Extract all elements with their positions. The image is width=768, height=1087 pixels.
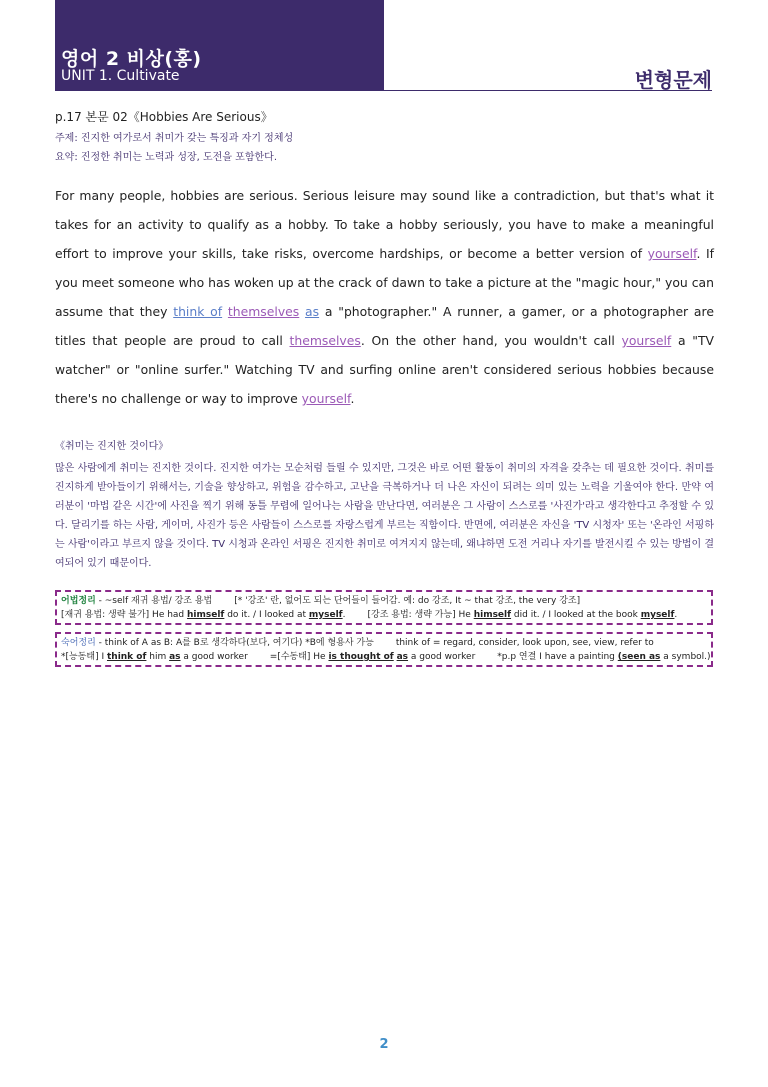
highlight-themselves: themselves (289, 333, 361, 348)
idiom-text: a good worker (180, 652, 248, 662)
grammar-text: [재귀 용법: 생략 불가] He had (61, 610, 188, 620)
summary-line: 요약: 진정한 취미는 노력과 성장, 도전을 포함한다. (55, 152, 277, 163)
grammar-keyword: himself (187, 610, 225, 620)
idiom-text: *p.p 연결 I have a painting (497, 652, 618, 662)
highlight-yourself: yourself (301, 391, 351, 406)
translation-title: 《취미는 진지한 것이다》 (55, 441, 169, 452)
highlight-yourself: yourself (647, 246, 697, 261)
idiom-text: - think of A as B: A를 B로 생각하다(보다, 여기다) *B에 형용사 가능 (95, 638, 374, 648)
english-passage (55, 181, 714, 413)
idiom-text: *[능동태] I (61, 652, 107, 662)
page-title: 영어 2 비상(홍) (61, 48, 202, 70)
passage-text: For many people, hobbies are serious. Serious leisure may sound like a contradiction, but that's what it takes for an activity to qualify as a hobby. To take a hobby seriously, you have to make a meaningful effort to improve your skills, take risks, overcome hardships, or become a better version of (55, 188, 714, 261)
passage-meta (55, 108, 715, 167)
passage-text: . On the other hand, you wouldn't call (360, 333, 622, 348)
idiom-text: =[수동태] He (269, 652, 329, 662)
highlight-as: as (305, 304, 320, 319)
idiom-row-1 (61, 636, 707, 650)
grammar-row-2 (61, 608, 707, 622)
idiom-keyword: is thought of (328, 652, 394, 662)
topic-line: 주제: 진지한 여가로서 취미가 갖는 특징과 자기 정체성 (55, 133, 294, 144)
grammar-text: did it. / I looked at the book (511, 610, 641, 620)
header-divider (55, 90, 712, 91)
source-line: p.17 본문 02《Hobbies Are Serious》 (55, 110, 273, 124)
idiom-synonyms: think of = regard, consider, look upon, see, view, refer to (395, 638, 654, 648)
section-label: 변형문제 (634, 68, 712, 92)
idiom-text: a symbol.) (660, 652, 711, 662)
page-number: 2 (379, 1037, 389, 1052)
korean-translation (55, 437, 714, 573)
grammar-keyword: myself (308, 610, 343, 620)
highlight-themselves: themselves (227, 304, 300, 319)
grammar-text: . (674, 610, 678, 620)
grammar-text: do it. / I looked at (224, 610, 309, 620)
idiom-keyword: (seen as (617, 652, 661, 662)
grammar-note: [* '강조' 란, 없어도 되는 단어들이 들어감. 예: do 강조, It ~ that 강조, the very 강조] (234, 596, 581, 606)
grammar-text: [강조 용법: 생략 가능] He (367, 610, 474, 620)
passage-text: . If you meet someone who has woken up at the crack of dawn to take a picture at the "magic hour," you can assume that they (55, 246, 714, 319)
grammar-keyword: himself (473, 610, 512, 620)
unit-subtitle: UNIT 1. Cultivate (61, 68, 180, 84)
header-block (55, 0, 384, 90)
grammar-row-1 (61, 594, 707, 608)
grammar-keyword: myself (640, 610, 675, 620)
translation-body: 많은 사람에게 취미는 진지한 것이다. 진지한 여가는 모순처럼 들릴 수 있지만, 그것은 바로 어떤 활동이 취미의 자격을 갖추는 데 필요한 것이다. 취미를 진지하게 받아들이기 위해서는, 기술을 향상하고, 위험을 감수하고, 고난을 극복하거나 더 나은 자신이 되려는 의미 있는 노력을 기울여야 한다. 만약 여러분이 '마법 같은 시간'에 사진을 찍기 위해 동틀 무렵에 일어나는 사람을 만난다면, 여러분은 그 사람이 스스로를 '사진가'라고 생각한다고 추정할 수 있다. 달리기를 하는 사람, 게이머, 사진가 등은 사람들이 스스로를 자랑스럽게 부르는 직함이다. 반면에, 여러분은 자신을 'TV 시청자' 또는 '온라인 서핑하는 사람'이라고 부르지 않을 것이다. TV 시청과 온라인 서핑은 진지한 취미로 여겨지지 않는데, 왜냐하면 도전 거리나 자기를 발전시킬 수 있는 방법이 결여되어 있기 때문이다. (55, 463, 714, 569)
idiom-box (55, 632, 713, 667)
idiom-text: a good worker (408, 652, 476, 662)
idiom-row-2 (61, 650, 711, 664)
idiom-keyword: think of (106, 652, 147, 662)
grammar-text: . (342, 610, 346, 620)
highlight-yourself: yourself (621, 333, 672, 348)
idiom-keyword: as (396, 652, 409, 662)
highlight-think-of: think of (173, 304, 223, 319)
idiom-text: him (146, 652, 170, 662)
idiom-keyword: as (169, 652, 181, 662)
grammar-heading: 어법정리 (61, 596, 96, 606)
idiom-heading: 숙어정리 (61, 638, 96, 648)
grammar-box (55, 590, 713, 625)
grammar-text: - ~self 재귀 용법/ 강조 용법 (95, 596, 213, 606)
passage-text: a "photographer." A runner, a gamer, or a photographer are titles that people are proud to call (55, 304, 714, 348)
passage-text: . (350, 391, 355, 406)
passage-text: a "TV watcher" or "online surfer." Watching TV and surfing online aren't considered serious hobbies because there's no challenge or way to improve (55, 333, 714, 406)
